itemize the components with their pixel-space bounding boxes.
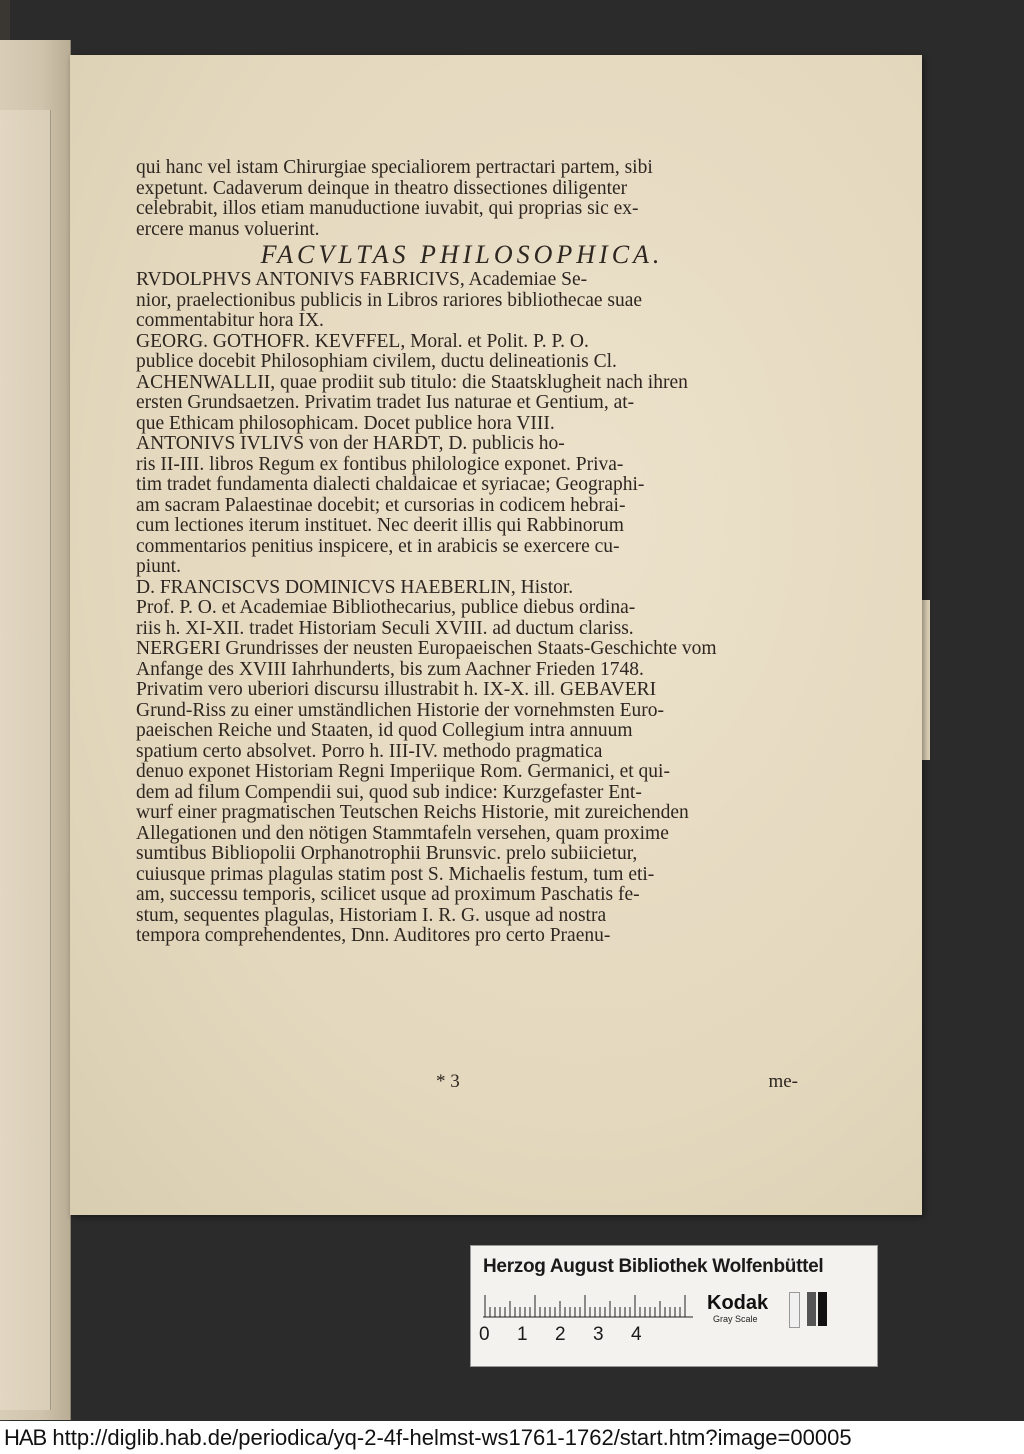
text-line: commentabitur hora IX. <box>136 311 324 331</box>
gray-swatch-dark <box>818 1292 827 1326</box>
ruler-number: 3 <box>593 1324 604 1345</box>
text-line: RVDOLPHVS ANTONIVS FABRICIVS, Academiae Se- <box>136 270 588 290</box>
text-line: Anfange des XVIII Iahrhunderts, bis zum Aachner Frieden 1748. <box>136 659 644 680</box>
text-line: cum lectiones iterum instituet. Nec deerit illis qui Rabbinorum <box>136 516 624 536</box>
text-line: Grund-Riss zu einer umständlichen Historie der vornehmsten Euro- <box>136 700 664 721</box>
adjacent-page-inner <box>0 110 51 1410</box>
text-line: Privatim vero uberiori discursu illustrabit h. IX-X. ill. GEBAVERI <box>136 680 657 700</box>
text-line: am, successu temporis, scilicet usque ad proximum Paschatis fe- <box>136 885 640 905</box>
ruler-number: 1 <box>517 1324 528 1345</box>
text-line: GEORG. GOTHOFR. KEVFFEL, Moral. et Polit. P. P. O. <box>136 331 589 352</box>
text-line: ersten Grundsaetzen. Privatim tradet Ius naturae et Gentium, at- <box>136 393 635 413</box>
text-line: commentarios penitius inspicere, et in arabicis se exercere cu- <box>136 536 620 557</box>
footer-url-line <box>4 1425 852 1451</box>
text-line: Allegationen und den nötigen Stammtafeln versehen, quam proxime <box>136 823 669 844</box>
gray-swatch-mid <box>807 1292 816 1326</box>
hab-logo: HAB <box>4 1425 47 1450</box>
footer-bar <box>0 1421 1024 1454</box>
text-line: stum, sequentes plagulas, Historiam I. R. G. usque ad nostra <box>136 905 607 926</box>
text-line: sumtibus Bibliopolii Orphanotrophii Brunsvic. prelo subiicietur, <box>136 844 638 864</box>
text-line: ACHENWALLII, quae prodiit sub titulo: die Staatsklugheit nach ihren <box>136 372 688 393</box>
text-line: dem ad filum Compendii sui, quod sub indice: Kurzgefaster Ent- <box>136 782 642 803</box>
text-line: Prof. P. O. et Academiae Bibliothecarius, publice diebus ordina- <box>136 598 636 618</box>
text-line: wurf einer pragmatischen Teutschen Reichs Historie, mit zureichenden <box>136 803 689 823</box>
kodak-logo: Kodak <box>707 1292 769 1314</box>
text-line: riis h. XI-XII. tradet Historiam Seculi XVIII. ad ductum clariss. <box>136 618 634 639</box>
section-heading: FACVLTAS PHILOSOPHICA. <box>260 240 664 269</box>
document-page <box>70 55 922 1215</box>
ruler-number: 4 <box>631 1324 642 1345</box>
text-line: D. FRANCISCVS DOMINICVS HAEBERLIN, Histor. <box>136 577 574 598</box>
text-line: spatium certo absolvet. Porro h. III-IV. methodo pragmatica <box>136 741 603 762</box>
text-line: tempora comprehendentes, Dnn. Auditores pro certo Praenu- <box>136 926 611 946</box>
text-line: am sacram Palaestinae docebit; et cursorias in codicem hebrai- <box>136 495 626 516</box>
library-label <box>470 1245 878 1367</box>
text-line: nior, praelectionibus publicis in Libros rariores bibliothecae suae <box>136 290 643 311</box>
catchword: me- <box>768 1071 798 1092</box>
text-line: publice docebit Philosophiam civilem, ductu delineationis Cl. <box>136 352 617 372</box>
intro-paragraph <box>136 158 798 240</box>
body-paragraphs <box>136 270 798 947</box>
ruler-numbers <box>479 1324 669 1346</box>
text-line: piunt. <box>136 557 181 577</box>
adjacent-page-edge <box>0 40 71 1420</box>
library-label-title: Herzog August Bibliothek Wolfenbüttel <box>483 1256 824 1277</box>
ruler-number: 0 <box>479 1324 490 1345</box>
text-block <box>136 158 798 947</box>
ruler-scale <box>483 1294 693 1318</box>
source-url[interactable]: http://diglib.hab.de/periodica/yq-2-4f-helmst-ws1761-1762/start.htm?image=00005 <box>52 1425 852 1450</box>
signature-mark: * 3 <box>436 1071 460 1092</box>
text-line: ANTONIVS IVLIVS von der HARDT, D. publicis ho- <box>136 434 565 454</box>
text-line: expetunt. Cadaverum deinque in theatro dissectiones diligenter <box>136 178 628 199</box>
text-line: ris II-III. libros Regum ex fontibus philologice exponet. Priva- <box>136 454 624 475</box>
text-line: NERGERI Grundrisses der neusten Europaeischen Staats-Geschichte vom <box>136 639 717 659</box>
text-line: denuo exponet Historiam Regni Imperiique Rom. Germanici, et qui- <box>136 762 670 782</box>
ruler-number: 2 <box>555 1324 566 1345</box>
gray-scale-label: Gray Scale <box>713 1314 758 1324</box>
text-line: qui hanc vel istam Chirurgiae specialiorem pertractari partem, sibi <box>136 158 653 178</box>
text-line: cuiusque primas plagulas statim post S. Michaelis festum, tum eti- <box>136 864 655 885</box>
text-line: que Ethicam philosophicam. Docet publice hora VIII. <box>136 413 555 434</box>
text-line: paeischen Reiche und Staaten, id quod Collegium intra annuum <box>136 721 633 741</box>
text-line: celebrabit, illos etiam manuductione iuvabit, qui proprias sic ex- <box>136 199 639 219</box>
text-line: tim tradet fundamenta dialecti chaldaicae et syriacae; Geographi- <box>136 475 645 495</box>
text-line: ercere manus voluerint. <box>136 219 320 240</box>
gray-swatch-light <box>789 1292 800 1328</box>
